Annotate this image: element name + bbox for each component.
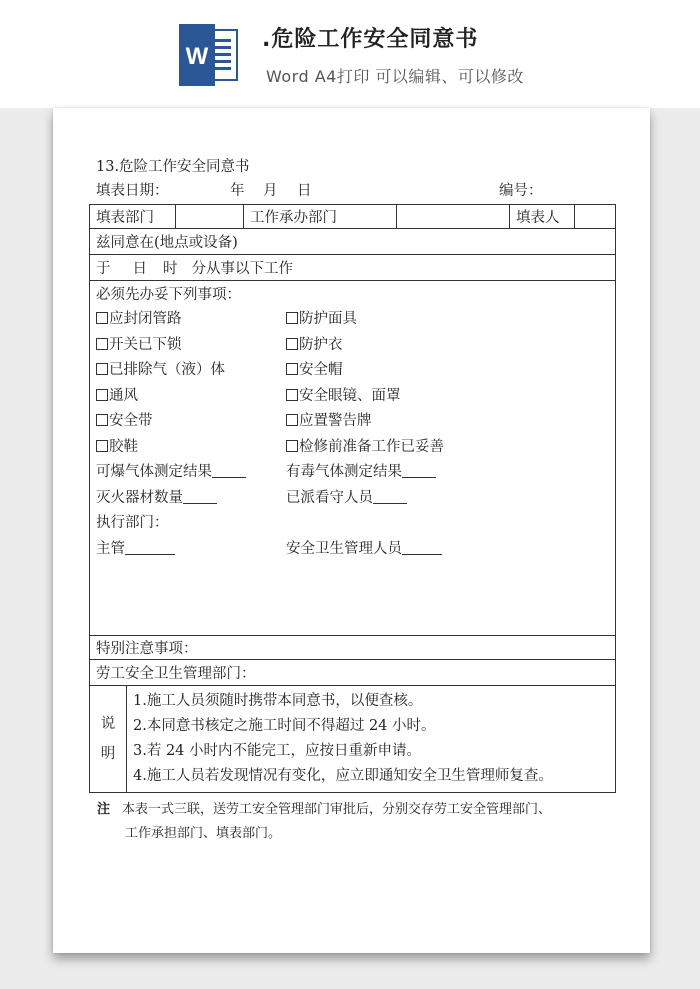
checkbox-icon[interactable]: [96, 440, 108, 452]
time-shi: 时: [163, 261, 178, 277]
special-notes-row[interactable]: 特别注意事项：: [90, 636, 616, 660]
checklist-row: [96, 435, 609, 461]
check-item[interactable]: 开关已下锁: [96, 333, 286, 359]
contractor-field[interactable]: [397, 205, 510, 229]
checklist-row: [96, 409, 609, 435]
checkbox-icon[interactable]: [96, 338, 108, 350]
checkbox-icon[interactable]: [286, 389, 298, 401]
checkbox-icon[interactable]: [286, 338, 298, 350]
supervisor-sign[interactable]: 主管: [96, 537, 286, 563]
toxic-gas-result[interactable]: 有毒气体测定结果: [286, 460, 436, 486]
explanation-label: 说 明: [90, 686, 127, 793]
banner-subtitle: Word A4打印 可以编辑、可以修改: [266, 67, 524, 86]
signature-row: [96, 537, 609, 563]
checklist-row: [96, 333, 609, 359]
check-item[interactable]: 应置警告牌: [286, 409, 372, 435]
time-yu: 于: [96, 261, 111, 277]
check-item[interactable]: 已排除气（液）体: [96, 358, 286, 384]
check-item[interactable]: 应封闭管路: [96, 307, 286, 333]
note-item: 2.本同意书核定之施工时间不得超过 24 小时。: [133, 718, 436, 734]
check-item[interactable]: 防护面具: [286, 307, 357, 333]
checkbox-icon[interactable]: [96, 363, 108, 375]
number-label: 编号：: [499, 183, 543, 199]
explosive-gas-result[interactable]: 可爆气体测定结果: [96, 460, 286, 486]
permit-form-table: [89, 204, 616, 793]
checkbox-icon[interactable]: [286, 414, 298, 426]
checklist-row: [96, 358, 609, 384]
labor-dept-row[interactable]: 劳工安全卫生管理部门：: [90, 660, 616, 686]
banner-title: .危险工作安全同意书: [262, 27, 479, 52]
check-item[interactable]: 安全带: [96, 409, 286, 435]
note-item: 4.施工人员若发现情况有变化，应立即通知安全卫生管理师复查。: [133, 768, 553, 784]
footnote-line-2: 工作承担部门、填表部门。: [125, 826, 282, 841]
measure-row: [96, 460, 609, 486]
filler-label: 填表人: [510, 205, 575, 229]
contractor-label: 工作承办部门: [244, 205, 397, 229]
extinguisher-count[interactable]: 灭火器材数量: [96, 486, 286, 512]
checklist-row: [96, 307, 609, 333]
checkbox-icon[interactable]: [286, 440, 298, 452]
word-document-icon: [177, 24, 239, 86]
location-row[interactable]: 兹同意在(地点或设备): [90, 229, 616, 255]
measure-row: [96, 486, 609, 512]
footnote: [97, 798, 627, 846]
svg-text:W: W: [185, 43, 209, 70]
exec-dept-label: 执行部门：: [96, 515, 169, 531]
note-item: 1.施工人员须随时携带本同意书，以便查核。: [133, 693, 423, 709]
check-item[interactable]: 胶鞋: [96, 435, 286, 461]
note-item: 3.若 24 小时内不能完工，应按日重新申请。: [133, 743, 422, 759]
date-year: 年: [230, 183, 245, 199]
time-rest: 分从事以下工作: [191, 261, 293, 277]
date-month: 月: [263, 183, 278, 199]
requirements-title: 必须先办妥下列事项：: [96, 287, 241, 303]
check-item[interactable]: 通风: [96, 384, 286, 410]
checkbox-icon[interactable]: [96, 389, 108, 401]
checkbox-icon[interactable]: [96, 414, 108, 426]
time-row[interactable]: [90, 255, 616, 281]
time-ri: 日: [132, 261, 147, 277]
check-item[interactable]: 检修前准备工作已妥善: [286, 435, 444, 461]
explanation-notes: [127, 686, 616, 793]
banner: [0, 0, 700, 108]
checkbox-icon[interactable]: [96, 312, 108, 324]
filler-field[interactable]: [575, 205, 616, 229]
checkbox-icon[interactable]: [286, 363, 298, 375]
requirements-section: [90, 281, 616, 636]
footnote-label: 注: [97, 802, 111, 817]
dept-label: 填表部门: [90, 205, 176, 229]
check-item[interactable]: 防护衣: [286, 333, 343, 359]
footnote-line-1: 本表一式三联，送劳工安全管理部门审批后，分别交存劳工安全管理部门、: [122, 802, 552, 817]
date-day: 日: [297, 183, 312, 199]
safety-manager-sign[interactable]: 安全卫生管理人员: [286, 537, 442, 563]
dept-field[interactable]: [176, 205, 244, 229]
check-item[interactable]: 安全帽: [286, 358, 343, 384]
date-label: 填表日期：: [96, 183, 169, 199]
checkbox-icon[interactable]: [286, 312, 298, 324]
check-item[interactable]: 安全眼镜、面罩: [286, 384, 401, 410]
guard-assigned[interactable]: 已派看守人员: [286, 486, 407, 512]
checklist-row: [96, 384, 609, 410]
document-page: [53, 108, 650, 953]
document-title: 13.危险工作安全同意书: [96, 159, 250, 175]
